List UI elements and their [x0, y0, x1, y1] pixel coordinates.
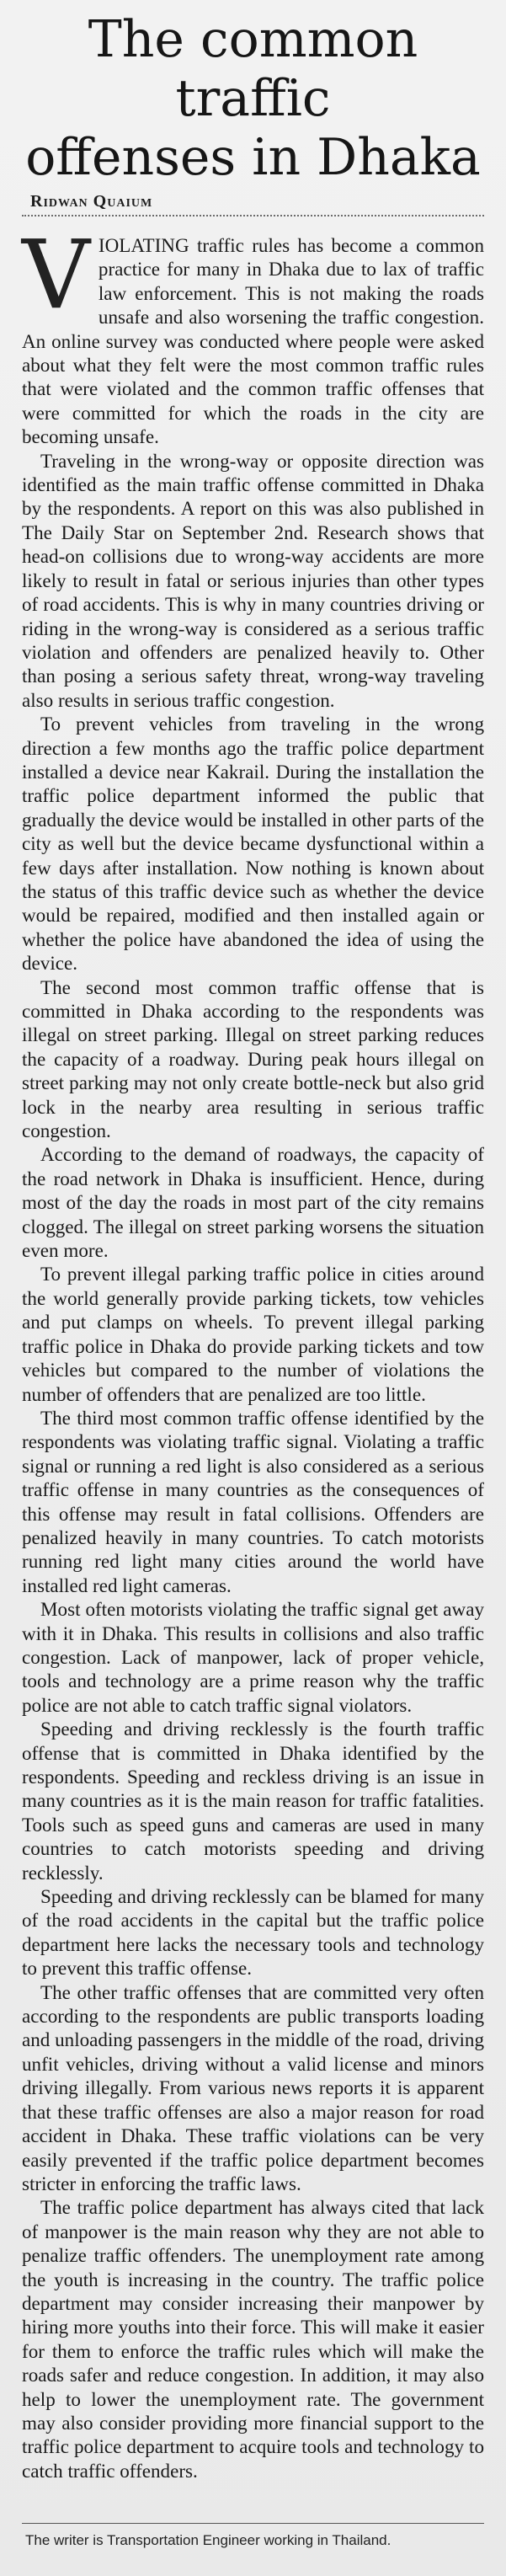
article-body — [22, 221, 484, 2482]
article-paragraph: Speeding and driving recklessly is the fourth traffic offense that is committed in Dhaka identified by the respondents. Speeding and reckless driving is an issue in many countries as it is the main reason for traffic fatalities. Tools such as speed guns and cameras are used in many countries to catch motorists speeding and driving recklessly. — [22, 1718, 484, 1884]
article-paragraph: Speeding and driving recklessly can be blamed for many of the road accidents in the capital but the traffic police department here lacks the necessary tools and technology to prevent this traffic offense. — [22, 1885, 484, 1980]
drop-cap: V — [22, 221, 90, 330]
article-paragraph: The other traffic offenses that are committed very often according to the respondents are public transports loading and unloading passengers in the middle of the road, driving unfit vehicles, driving without a valid license and minors driving illegally. From various news reports it is apparent that these traffic offenses are also a major reason for road accident in Dhaka. These traffic violations can be very easily prevented if the traffic police department becomes stricter in enforcing the traffic laws. — [22, 1980, 484, 2194]
article-paragraph: Traveling in the wrong-way or opposite direction was identified as the main traffic offense committed in Dhaka by the respondents. A report on this was also published in The Daily Star on September 2nd. Research shows that head-on collisions due to wrong-way accidents are more likely to result in fatal or serious injuries than other types of road accidents. This is why in many countries driving or riding in the wrong-way is considered as a serious traffic violation and offenders are penalized heavily to. Other than posing a serious safety threat, wrong-way traveling also results in serious traffic congestion. — [22, 449, 484, 711]
article-paragraph: The traffic police department has always cited that lack of manpower is the main reason why they are not able to penalize traffic offenders. The unemployment rate among the youth is increasing in the country. The traffic police department may consider increasing their manpower by hiring more youths into their force. This will make it easier for them to enforce the traffic rules which will make the roads safer and reduce congestion. In addition, it may also help to lower the unemployment rate. The government may also consider providing more financial support to the traffic police department to acquire tools and technology to catch traffic offenders. — [22, 2196, 484, 2482]
article-paragraph: The second most common traffic offense that is committed in Dhaka according to the respondents was illegal on street parking. Illegal on street parking reduces the capacity of a roadway. During peak hours illegal on street parking may not only create bottle-neck but also grid lock in the nearby area resulting in serious traffic congestion. — [22, 975, 484, 1142]
author-note: The writer is Transportation Engineer working in Thailand. — [25, 2532, 391, 2548]
byline-divider — [22, 215, 484, 216]
article-title-line-2: offenses in Dhaka — [25, 128, 481, 187]
article-title — [22, 10, 484, 187]
article-paragraph: Most often motorists violating the traffic signal get away with it in Dhaka. This results in collisions and also traffic congestion. Lack of manpower, lack of proper vehicle, tools and technology are a prime reason why the traffic police are not able to catch traffic signal violators. — [22, 1598, 484, 1716]
article-paragraph — [22, 221, 484, 449]
article-paragraph: To prevent illegal parking traffic police in cities around the world generally provide parking tickets, tow vehicles and put clamps on wheels. To prevent illegal parking traffic police in Dhaka do provide parking tickets and tow vehicles but compared to the number of violations the number of offenders that are penalized are too little. — [22, 1263, 484, 1405]
article-paragraph: To prevent vehicles from traveling in the wrong direction a few months ago the traffic police department installed a device near Kakrail. During the installation the traffic police department informed the public that gradually the device would be installed in other parts of the city as well but the device became dysfunctional within a few days after installation. Now nothing is known about the status of this traffic device such as whether the device would be repaired, modified and then installed again or whether the police have abandoned the idea of using the device. — [22, 713, 484, 975]
author-byline: Ridwan Quaium — [30, 192, 153, 211]
article-paragraph: The third most common traffic offense identified by the respondents was violating traffic signal. Violating a traffic signal or running a red light is also considered as a serious traffic offense in many countries as the consequences of this offense may result in fatal collisions. Offenders are penalized heavily in many countries. To catch motorists running red light many cities around the world have installed red light cameras. — [22, 1406, 484, 1596]
paragraph-text: IOLATING traffic rules has become a common practice for many in Dhaka due to lax of traffic law enforcement. This is not making the roads unsafe and also worsening the traffic congestion. An online survey was conducted where people were asked about what they felt were the most common traffic rules that were violated and the common traffic offenses that were committed for which the roads in the city are becoming unsafe. — [22, 234, 484, 448]
article-paragraph: According to the demand of roadways, the capacity of the road network in Dhaka is insufficient. Hence, during most of the day the roads in most part of the city remains clogged. The illegal on street parking worsens the situation even more. — [22, 1143, 484, 1262]
footer-divider — [22, 2523, 484, 2524]
article-title-line-1: The common traffic — [88, 10, 418, 128]
